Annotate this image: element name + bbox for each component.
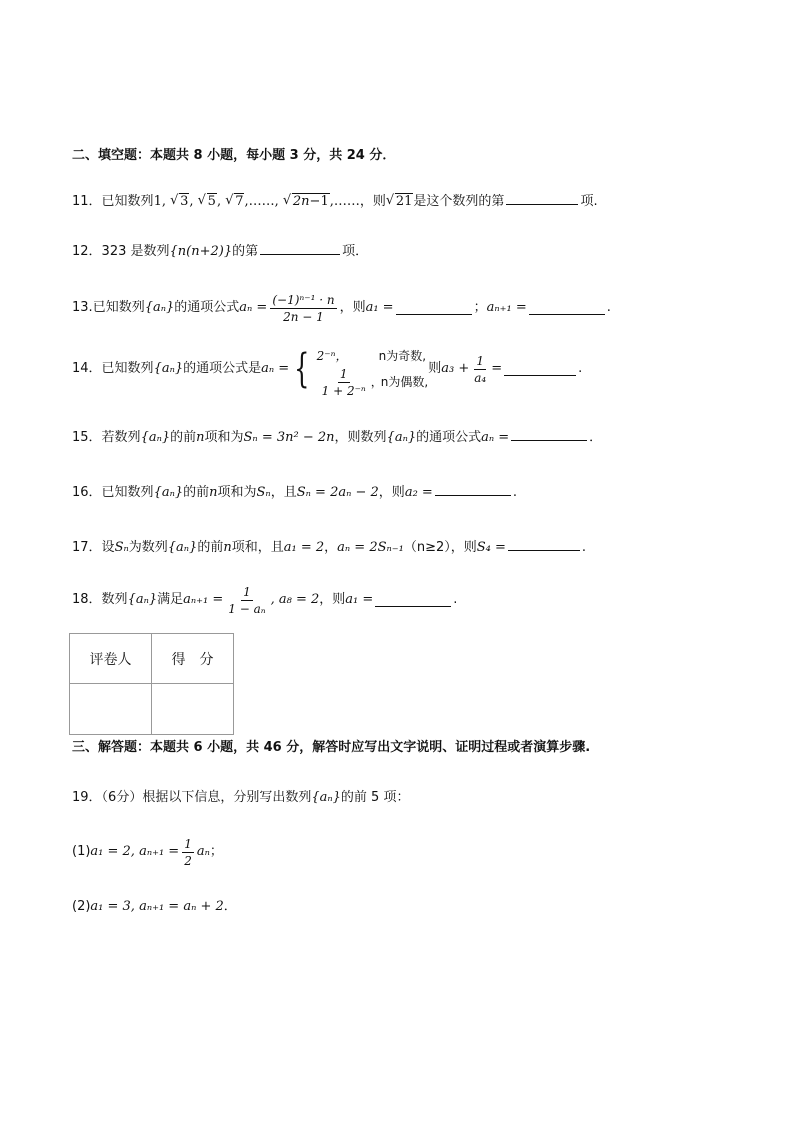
fraction-denominator: 2n − 1 xyxy=(283,309,324,324)
question-text: ， xyxy=(324,540,338,555)
score-header: 得 分 xyxy=(152,634,234,684)
sequence-expression: {aₙ} xyxy=(140,430,171,445)
question-text: 项和为 xyxy=(217,485,257,500)
section-heading-text: 三、解答题：本题共 6 小题，共 46 分，解答时应写出文字说明、证明过程或者演算步骤. xyxy=(72,740,591,755)
answer-blank[interactable] xyxy=(396,302,472,315)
ask-term: a₂ = xyxy=(404,485,433,500)
case-condition: n为偶数, xyxy=(380,375,429,389)
question-text: 的前 xyxy=(170,430,197,445)
relation-formula: aₙ = 2Sₙ₋₁ xyxy=(337,540,404,555)
question-text: ； xyxy=(209,844,223,859)
question-text: 的前 xyxy=(183,485,210,500)
fraction-denominator: 2 xyxy=(184,853,192,868)
question-text: 项和，且 xyxy=(231,540,284,555)
question-text: 的前 5 项： xyxy=(340,790,410,805)
question-number: 12． xyxy=(72,244,102,259)
question-text: 设 xyxy=(101,540,115,555)
fraction-numerator: (−1)ⁿ⁻¹ · n xyxy=(272,292,335,307)
part-label: (2) xyxy=(72,899,91,914)
piecewise-formula xyxy=(289,343,429,398)
question-14 xyxy=(72,342,582,396)
score-table xyxy=(69,633,234,735)
recurrence-formula: a₁ = 2, aₙ₊₁ = xyxy=(90,844,180,859)
ask-term: S₄ = xyxy=(476,540,506,555)
sequence-expression: {aₙ} xyxy=(167,540,198,555)
relation-formula: Sₙ = 2aₙ − 2 xyxy=(296,485,379,500)
grader-header: 评卷人 xyxy=(70,634,152,684)
question-text: ，且 xyxy=(270,485,297,500)
question-text: ； xyxy=(473,300,487,315)
question-text: ，则 xyxy=(378,485,405,500)
ask-term: aₙ₊₁ = xyxy=(486,300,527,315)
formula-fraction xyxy=(226,585,267,616)
question-text: 为数列 xyxy=(128,540,168,555)
question-11 xyxy=(72,192,598,210)
question-text: 若数列 xyxy=(101,430,141,445)
question-text: 的通项公式 xyxy=(174,300,240,315)
fraction-denominator: a₄ xyxy=(474,370,487,385)
question-text: ，则数列 xyxy=(334,430,387,445)
question-16 xyxy=(72,483,517,501)
question-text: ． xyxy=(589,430,603,445)
section-heading-text: 二、填空题：本题共 8 小题，每小题 3 分，共 24 分． xyxy=(72,148,396,163)
question-18 xyxy=(72,582,457,618)
sum-formula: Sₙ = 3n² − 2n xyxy=(243,430,335,445)
ask-term: aₙ = xyxy=(481,430,510,445)
variable-n: n xyxy=(196,430,205,445)
initial-term: a₁ = 2 xyxy=(283,540,325,555)
question-text: 根据以下信息，分别写出数列 xyxy=(142,790,312,805)
question-19-part-1 xyxy=(72,834,223,870)
question-number: 19． xyxy=(72,790,102,805)
fraction-denominator: 1 − aₙ xyxy=(228,601,266,616)
question-text: 已知数列 xyxy=(101,194,154,209)
sequence-expression: {aₙ} xyxy=(153,485,184,500)
fraction-denominator: 1 + 2⁻ⁿ xyxy=(321,383,366,398)
ask-term: a₁ = xyxy=(365,300,394,315)
condition: （n≥2） xyxy=(403,540,451,555)
sequence-expression: {aₙ} xyxy=(127,592,158,607)
answer-blank[interactable] xyxy=(375,594,451,607)
sequence-expression: {aₙ} xyxy=(386,430,417,445)
answer-blank[interactable] xyxy=(504,363,576,376)
case-condition: n为奇数, xyxy=(378,349,427,363)
question-text: 的前 xyxy=(197,540,224,555)
target-term: √ 21 xyxy=(386,194,414,209)
sequence-expression: {aₙ} xyxy=(153,361,184,376)
question-17 xyxy=(72,538,586,556)
question-12 xyxy=(72,242,368,260)
question-number: 16． xyxy=(72,485,102,500)
question-text: 的第 xyxy=(232,244,259,259)
points: （6分） xyxy=(101,790,143,805)
answer-blank[interactable] xyxy=(260,242,340,255)
question-text: 是这个数列的第 xyxy=(413,194,505,209)
formula-tail: , a₈ = 2 xyxy=(270,592,320,607)
answer-blank[interactable] xyxy=(508,538,580,551)
formula-tail: aₙ xyxy=(196,844,210,859)
case-sep: ， xyxy=(370,375,383,389)
question-19-part-2 xyxy=(72,899,237,915)
question-text: . xyxy=(453,592,458,607)
question-number: 17． xyxy=(72,540,102,555)
formula-lhs: aₙ = xyxy=(239,300,268,315)
question-text: 项． xyxy=(342,244,369,259)
answer-blank[interactable] xyxy=(435,483,511,496)
fraction-numerator: 1 xyxy=(476,353,485,368)
question-19 xyxy=(72,790,409,806)
ask-fraction xyxy=(472,354,488,385)
fraction-numerator: 1 xyxy=(184,836,192,851)
recurrence-formula: a₁ = 3, aₙ₊₁ = aₙ + 2 xyxy=(90,899,224,914)
question-text: 已知数列 xyxy=(101,485,154,500)
question-text: 的通项公式是 xyxy=(183,361,262,376)
section-heading-answers xyxy=(72,740,590,756)
formula-fraction xyxy=(270,293,336,324)
sequence-expression: {aₙ} xyxy=(311,790,341,805)
question-number: 14． xyxy=(72,361,102,376)
question-text: . xyxy=(578,361,583,376)
formula-lhs: aₙ₊₁ = xyxy=(183,592,224,607)
sum-symbol: Sₙ xyxy=(114,540,129,555)
curly-brace-icon: { xyxy=(294,346,310,392)
variable-n: n xyxy=(209,485,218,500)
case-fraction xyxy=(320,367,368,398)
ask-term: = xyxy=(491,361,503,376)
fraction-numerator: 1 xyxy=(339,366,348,381)
question-text: 项和为 xyxy=(204,430,244,445)
question-text: 则 xyxy=(428,361,442,376)
grader-cell[interactable] xyxy=(70,684,152,735)
sequence-expression: {n(n+2)} xyxy=(169,244,233,259)
question-text: ，则 xyxy=(339,300,366,315)
question-text: ，则 xyxy=(359,194,386,209)
ask-term: a₃ + xyxy=(441,361,470,376)
question-15 xyxy=(72,428,602,446)
case-value: 2⁻ⁿ， xyxy=(316,349,348,363)
question-text: 项. xyxy=(580,194,598,209)
question-text: ． xyxy=(223,899,237,914)
question-number: 15． xyxy=(72,430,102,445)
formula-lhs: aₙ = xyxy=(261,361,290,376)
sequence-expression: 1, √ 3, √ 5, √ 7,……, √ 2n−1,…… xyxy=(154,194,360,209)
part-label: (1) xyxy=(72,844,91,859)
sum-symbol: Sₙ xyxy=(256,485,271,500)
question-number: 18． xyxy=(72,592,102,607)
question-text: . xyxy=(581,540,587,555)
answer-blank[interactable] xyxy=(529,302,605,315)
question-text: . xyxy=(606,300,611,315)
question-text: 的通项公式 xyxy=(416,430,482,445)
question-text: 满足 xyxy=(157,592,184,607)
answer-blank[interactable] xyxy=(511,428,587,441)
question-text: . xyxy=(512,485,517,500)
question-text: 323 是数列 xyxy=(101,244,170,259)
question-number: 13. xyxy=(72,300,93,315)
question-text: 已知数列 xyxy=(101,361,154,376)
formula-fraction xyxy=(182,837,194,868)
score-cell[interactable] xyxy=(152,684,234,735)
ask-term: a₁ = xyxy=(345,592,374,607)
question-text: ，则 xyxy=(319,592,346,607)
section-heading-fill-in xyxy=(72,148,395,164)
question-text: ，则 xyxy=(450,540,477,555)
sequence-expression: {aₙ} xyxy=(144,300,175,315)
answer-blank[interactable] xyxy=(506,192,578,205)
variable-n: n xyxy=(223,540,232,555)
question-13 xyxy=(72,290,611,326)
question-number: 11． xyxy=(72,194,102,209)
fraction-numerator: 1 xyxy=(243,584,251,599)
question-text: 数列 xyxy=(101,592,128,607)
question-text: 已知数列 xyxy=(92,300,145,315)
